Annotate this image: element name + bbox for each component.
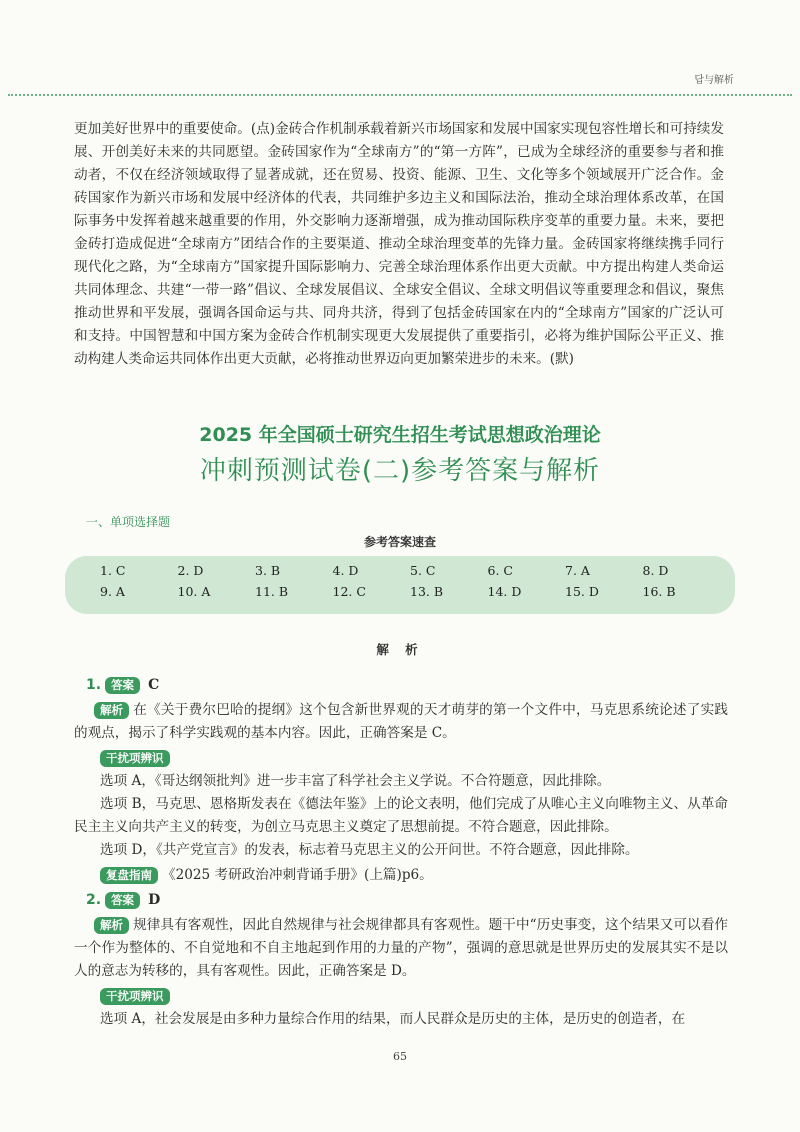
answer-key-item: 3. B [255,563,281,578]
analysis-content [74,672,728,1031]
q1-answer-tag: 答案 [105,677,140,694]
answer-key-item: 9. A [100,584,125,599]
q1-option-d: 选项 D，《共产党宣言》的发表，标志着马克思主义的公开问世。不符合题意，因此排除。 [100,842,639,858]
answer-key-grid [100,563,720,599]
header-section-label: 답与解析 [694,75,734,86]
answer-key-item: 10. A [177,584,211,599]
q2-distractor-tag: 干扰项辨识 [100,988,170,1005]
answer-key-item: 13. B [410,584,444,599]
q2-jiexi-text: 规律具有客观性，因此自然规律与社会规律都具有客观性。题干中“历史事变，这个结果又可以看作一个作为整体的、不自觉地和不自主地起到作用的力量的产物”，强调的意思就是世界历史的发展其实不是以人的意志为转移的，具有客观性。因此，正确答案是 D。 [74,917,728,979]
q2-jiexi-tag: 解析 [94,917,129,934]
analysis-title: 解 析 [376,642,424,657]
q1-jiexi-paragraph [74,699,728,745]
answer-key-item: 16. B [642,584,676,599]
answer-key-item: 7. A [565,563,590,578]
answer-key-item: 4. D [332,563,359,578]
q1-number: 1. [86,677,102,693]
exam-title-line2: 冲刺预测试卷(二)参考答案与解析 [199,456,601,486]
answer-key-item: 1. C [100,563,126,578]
q2-answer: D [148,892,161,908]
answer-key-item: 12. C [332,584,366,599]
q1-distractor-tag: 干扰项辨识 [100,750,170,767]
quick-answer-title: 参考答案速查 [363,535,436,549]
answer-key-item: 11. B [255,584,289,599]
answer-key-item: 5. C [410,563,436,578]
page-number: 65 [393,1050,407,1063]
answer-key-item: 6. C [487,563,513,578]
answer-key-item: 8. D [642,563,669,578]
q1-answer-row [74,674,728,697]
answer-key-item: 14. D [487,584,522,599]
q1-option-b: 选项 B，马克思、恩格斯发表在《德法年鉴》上的论文表明，他们完成了从唯心主义向唯物主义、从革命民主主义向共产主义的转变，为创立马克思主义奠定了思想前提。不符合题意，因此排除。 [74,796,728,835]
q2-jiexi-paragraph [74,914,728,983]
q2-answer-row [74,889,728,912]
q2-answer-tag: 答案 [105,892,140,909]
answer-key-item: 2. D [177,563,204,578]
answer-key-item: 15. D [565,584,599,599]
q1-distractor-row [100,747,728,770]
q2-distractor-row [100,985,728,1008]
q1-jiexi-text: 在《关于费尔巴哈的提纲》这个包含新世界观的天才萌芽的第一个文件中，马克思系统论述了实践的观点，揭示了科学实践观的基本内容。因此，正确答案是 C。 [74,702,728,741]
q2-number: 2. [86,892,102,908]
q1-answer: C [148,677,160,693]
previous-answer-paragraph: 更加美好世界中的重要使命。(点)金砖合作机制承载着新兴市场国家和发展中国家实现包容性增长和可持续发展、开创美好未来的共同愿望。金砖国家作为“全球南方”的“第一方阵”，已成为全球经济的重要参与者和推动者，不仅在经济领域取得了显著成就，还在贸易、投资、能源、卫生、文化等多个领域展开广泛合作。金砖国家作为新兴市场和发展中经济体的代表，共同维护多边主义和国际法治，推动全球治理体系改革，在国际事务中发挥着越来越重要的作用，外交影响力逐渐增强，成为推动国际秩序变革的重要力量。未来，要把金砖打造成促进“全球南方”团结合作的主要渠道、推动全球治理变革的先锋力量。金砖国家将继续携手同行现代化之路，为“全球南方”国家提升国际影响力、完善全球治理体系作出更大贡献。中方提出构建人类命运共同体理念、共建“一带一路”倡议、全球发展倡议、全球安全倡议、全球文明倡议等重要理念和倡议，聚焦推动世界和平发展，强调各国命运与共、同舟共济，得到了包括金砖国家在内的“全球南方”国家的广泛认可和支持。中国智慧和中国方案为金砖合作机制实现更大发展提供了重要指引，必将为维护国际公平正义、推动构建人类命运共同体作出更大贡献，必将推动世界迈向更加繁荣进步的未来。(默) [74,121,724,367]
q1-jiexi-tag: 解析 [94,702,129,719]
q1-review-text: 《2025 考研政治冲刺背诵手册》(上篇)p6。 [162,867,433,883]
exam-title-line1: 2025 年全国硕士研究生招生考试思想政治理论 [199,424,601,446]
section-heading: 一、单项选择题 [86,515,171,529]
q2-option-a: 选项 A，社会发展是由多种力量综合作用的结果，而人民群众是历史的主体，是历史的创造者，在 [100,1011,686,1027]
q1-review-row [100,864,728,887]
header-dotted-rule [8,94,792,96]
q1-option-a: 选项 A，《哥达纲领批判》进一步丰富了科学社会主义学说。不合符题意，因此排除。 [100,773,611,789]
q1-review-tag: 复盘指南 [100,867,158,884]
